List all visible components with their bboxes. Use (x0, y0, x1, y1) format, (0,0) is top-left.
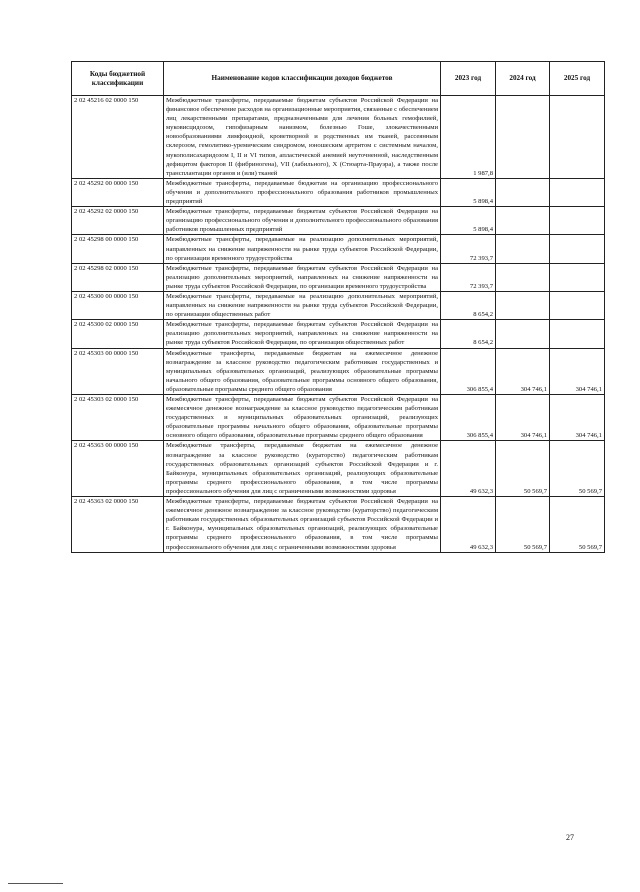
row-value-2023: 72 393,7 (441, 235, 496, 263)
row-code: 2 02 45298 02 0000 150 (72, 263, 164, 291)
row-value-2025: 50 569,7 (550, 441, 605, 497)
table-row (72, 395, 605, 441)
row-code: 2 02 45363 00 0000 150 (72, 441, 164, 497)
row-value-2024: 304 746,1 (496, 348, 550, 394)
table-row (72, 263, 605, 291)
row-name: Межбюджетные трансферты, передаваемые бюджетам субъектов Российской Федерации на организацию профессионального обучения и дополнительного профессионального образования работников промышленных предприятий (164, 207, 441, 235)
header-name: Наименование кодов классификации доходов бюджетов (164, 62, 441, 96)
row-value-2024 (496, 207, 550, 235)
row-value-2025 (550, 263, 605, 291)
table-row (72, 320, 605, 348)
row-code: 2 02 45303 00 0000 150 (72, 348, 164, 394)
row-value-2025 (550, 207, 605, 235)
row-name: Межбюджетные трансферты, передаваемые бюджетам субъектов Российской Федерации на ежемесячное денежное вознаграждение за классное руководство (кураторство) педагогическим работникам государственных образовательных организаций субъектов Российской Федерации и г. Байконура, муниципальных образовательных организаций, реализующих образовательные программы среднего профессионального образования, в том числе программы профессионального обучения для лиц с ограниченными возможностями здоровья (164, 497, 441, 553)
header-2025: 2025 год (550, 62, 605, 96)
row-code: 2 02 45300 02 0000 150 (72, 320, 164, 348)
row-code: 2 02 45216 02 0000 150 (72, 96, 164, 179)
table-row (72, 348, 605, 394)
row-name: Межбюджетные трансферты, передаваемые на реализацию дополнительных мероприятий, направленных на снижение напряженности на рынке труда субъектов Российской Федерации, по организации временного трудоустройства (164, 235, 441, 263)
table-body (72, 96, 605, 553)
page-number: 27 (566, 833, 574, 842)
row-value-2023: 49 632,3 (441, 441, 496, 497)
row-value-2025 (550, 291, 605, 319)
row-name: Межбюджетные трансферты, передаваемые бюджетам субъектов Российской Федерации на реализацию дополнительных мероприятий, направленных на снижение напряженности на рынке труда субъектов Российской Федерации, по организации временного трудоустройства (164, 263, 441, 291)
row-value-2023: 306 855,4 (441, 348, 496, 394)
row-value-2023: 8 654,2 (441, 320, 496, 348)
budget-revenue-table (71, 61, 605, 553)
row-name: Межбюджетные трансферты, передаваемые бюджетам субъектов Российской Федерации на финансовое обеспечение расходов на организационные мероприятия, связанные с обеспечением лиц лекарственными препаратами, предназначенными для лечения больных гемофилией, муковисцидозом, гипофизарным нанизмом, болезнью Гоше, злокачественными новообразованиями лимфоидной, кроветворной и родственных им тканей, рассеянным склерозом, гемолитико-уремическим синдромом, юношеским артритом с системным началом, мукополисахаридозом I, II и VI типов, апластической анемией неуточненной, наследственным дефицитом факторов II (фибриногена), VII (лабильного), X (Стюарта-Прауэра), а также после трансплантации органов и (или) тканей (164, 96, 441, 179)
row-name: Межбюджетные трансферты, передаваемые на реализацию дополнительных мероприятий, направленных на снижение напряженности на рынке труда субъектов Российской Федерации, по организации общественных работ (164, 291, 441, 319)
row-name: Межбюджетные трансферты, передаваемые бюджетам субъектов Российской Федерации на ежемесячное денежное вознаграждение за классное руководство педагогическим работникам государственных и муниципальных образовательных организаций, реализующих образовательные программы начального общего образования, образовательные программы основного общего образования, образовательные программы среднего общего образования (164, 395, 441, 441)
row-code: 2 02 45363 02 0000 150 (72, 497, 164, 553)
row-code: 2 02 45303 02 0000 150 (72, 395, 164, 441)
row-value-2024: 50 569,7 (496, 497, 550, 553)
table-row (72, 96, 605, 179)
table-row (72, 497, 605, 553)
row-value-2024 (496, 178, 550, 206)
table-row (72, 178, 605, 206)
row-code: 2 02 45292 02 0000 150 (72, 207, 164, 235)
row-value-2025: 304 746,1 (550, 395, 605, 441)
table-row (72, 207, 605, 235)
row-value-2025 (550, 235, 605, 263)
table-row (72, 291, 605, 319)
row-code: 2 02 45292 00 0000 150 (72, 178, 164, 206)
header-code: Коды бюджетной классификации (72, 62, 164, 96)
table-row (72, 441, 605, 497)
row-value-2025 (550, 96, 605, 179)
footer-rule (8, 883, 63, 884)
row-value-2025 (550, 178, 605, 206)
header-2023: 2023 год (441, 62, 496, 96)
row-name: Межбюджетные трансферты, передаваемые бюджетам субъектов Российской Федерации на реализацию дополнительных мероприятий, направленных на снижение напряженности на рынке труда субъектов Российской Федерации, по организации общественных работ (164, 320, 441, 348)
row-value-2024 (496, 235, 550, 263)
row-value-2024 (496, 320, 550, 348)
table-header-row (72, 62, 605, 96)
row-value-2023: 72 393,7 (441, 263, 496, 291)
row-name: Межбюджетные трансферты, передаваемые бюджетам на ежемесячное денежное вознаграждение за классное руководство (кураторство) педагогическим работникам государственных образовательных организаций субъектов Российской Федерации и г. Байконура, муниципальных образовательных организаций, реализующих образовательные программы среднего профессионального образования, в том числе программы профессионального обучения для лиц с ограниченными возможностями здоровья (164, 441, 441, 497)
row-value-2025 (550, 320, 605, 348)
row-value-2023: 1 987,8 (441, 96, 496, 179)
header-2024: 2024 год (496, 62, 550, 96)
row-value-2024: 50 569,7 (496, 441, 550, 497)
row-code: 2 02 45298 00 0000 150 (72, 235, 164, 263)
row-value-2023: 49 632,3 (441, 497, 496, 553)
row-value-2023: 5 898,4 (441, 207, 496, 235)
row-value-2024 (496, 291, 550, 319)
row-value-2024: 304 746,1 (496, 395, 550, 441)
row-value-2025: 50 569,7 (550, 497, 605, 553)
table-row (72, 235, 605, 263)
row-name: Межбюджетные трансферты, передаваемые бюджетам на организацию профессионального обучения и дополнительного профессионального образования работников промышленных предприятий (164, 178, 441, 206)
row-value-2025: 304 746,1 (550, 348, 605, 394)
row-value-2023: 306 855,4 (441, 395, 496, 441)
row-value-2023: 8 654,2 (441, 291, 496, 319)
row-code: 2 02 45300 00 0000 150 (72, 291, 164, 319)
row-value-2024 (496, 96, 550, 179)
row-value-2024 (496, 263, 550, 291)
row-value-2023: 5 898,4 (441, 178, 496, 206)
row-name: Межбюджетные трансферты, передаваемые бюджетам на ежемесячное денежное вознаграждение за классное руководство педагогическим работникам государственных и муниципальных образовательных организаций, реализующих образовательные программы начального общего образования, образовательные программы основного общего образования, образовательные программы среднего общего образования (164, 348, 441, 394)
